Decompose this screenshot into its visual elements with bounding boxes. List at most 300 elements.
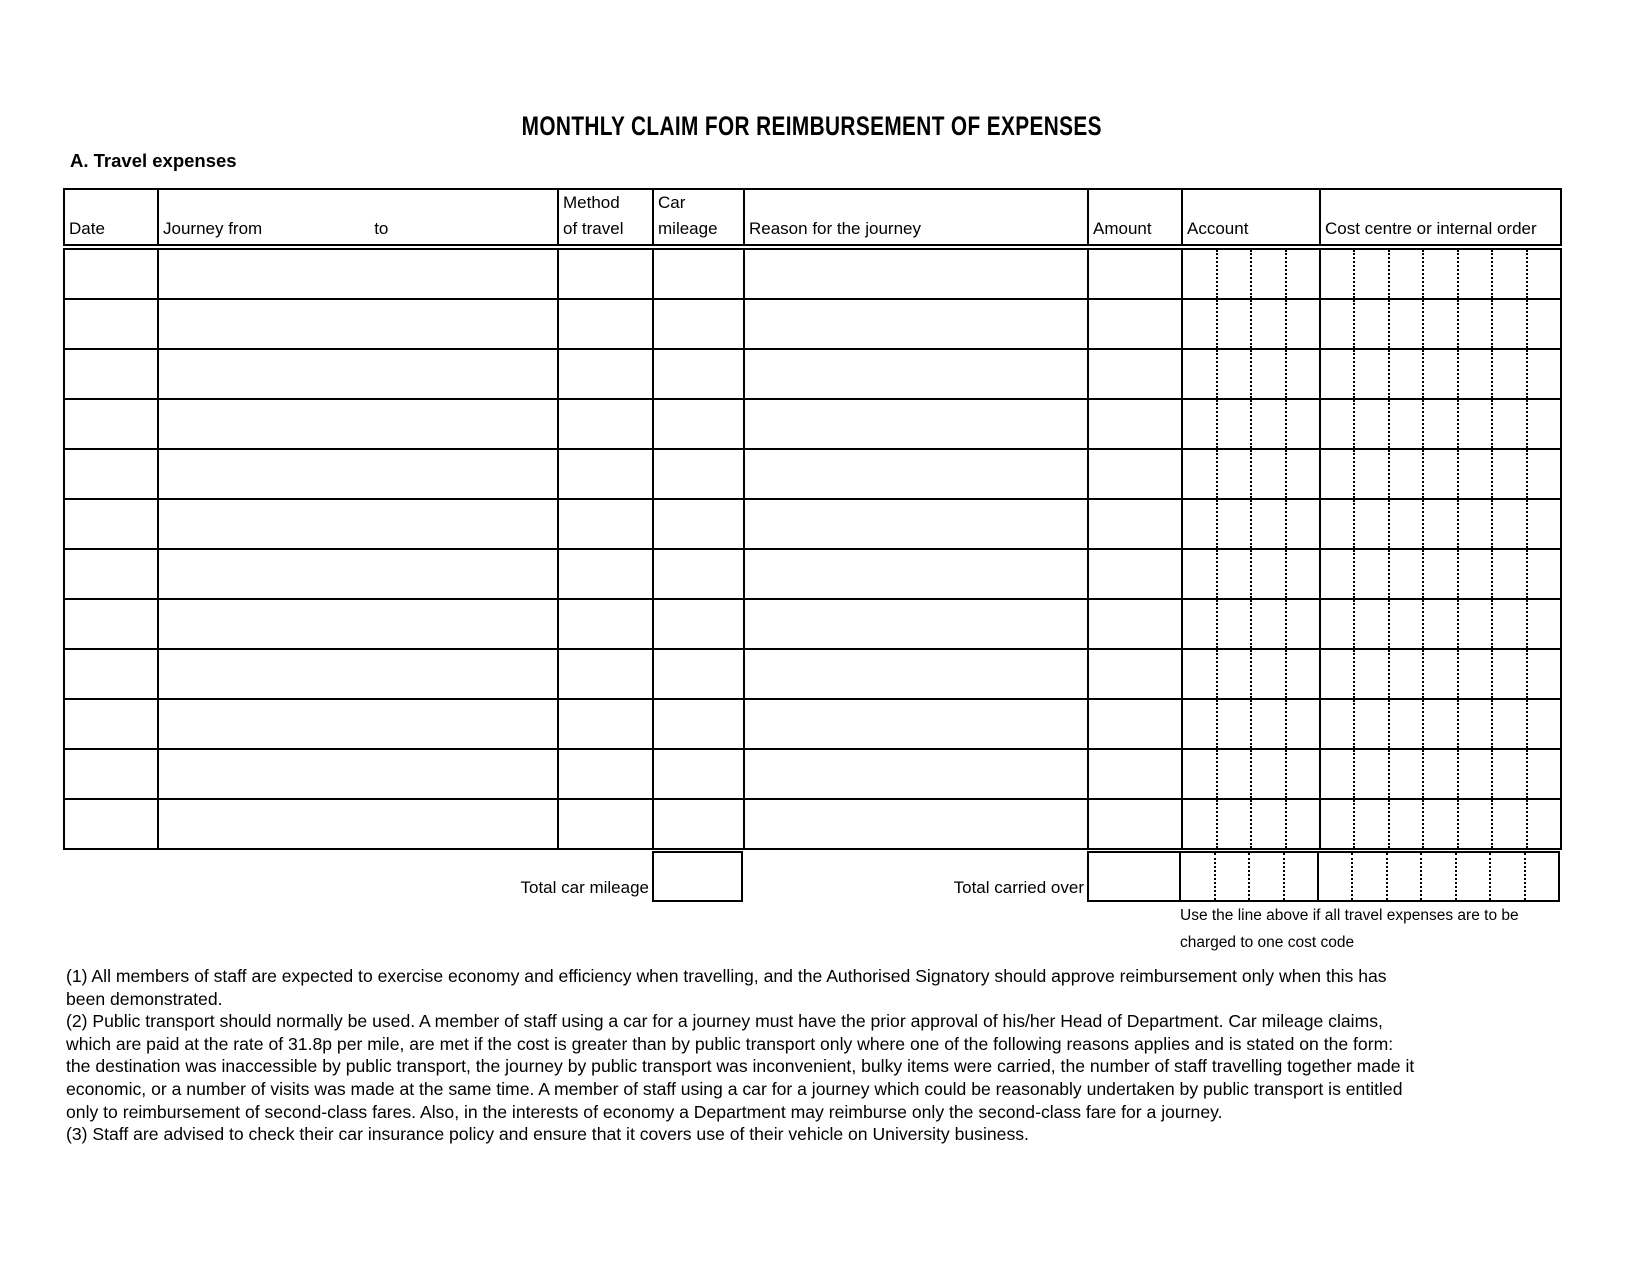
digit-subcell[interactable]: [1285, 800, 1320, 848]
table-row: [64, 699, 1561, 749]
table-row: [64, 799, 1561, 849]
digit-subcell[interactable]: [1526, 800, 1560, 848]
total-carried-over-label: Total carried over: [953, 878, 1084, 897]
cell-cost-centre[interactable]: [1320, 549, 1561, 599]
digit-subcell[interactable]: [1422, 700, 1456, 748]
cell-car-mileage[interactable]: [653, 649, 744, 699]
digit-subcell[interactable]: [1250, 550, 1285, 598]
digit-subcell[interactable]: [1285, 250, 1320, 298]
cell-reason[interactable]: [744, 699, 1088, 749]
cell-account[interactable]: [1182, 649, 1320, 699]
table-row: [64, 649, 1561, 699]
digit-subcell[interactable]: [1457, 450, 1491, 498]
digit-subcell[interactable]: [1216, 300, 1251, 348]
cell-cost-centre[interactable]: [1320, 299, 1561, 349]
digit-subcell[interactable]: [1353, 550, 1387, 598]
cell-journey[interactable]: [158, 499, 558, 549]
cell-car-mileage[interactable]: [653, 247, 744, 299]
digit-subcell[interactable]: [1248, 853, 1283, 900]
digit-subcell[interactable]: [1183, 400, 1216, 448]
digit-subcell[interactable]: [1457, 300, 1491, 348]
digit-subcell[interactable]: [1491, 550, 1525, 598]
digit-subcell[interactable]: [1353, 750, 1387, 798]
digit-subcell[interactable]: [1250, 500, 1285, 548]
digit-subcell[interactable]: [1250, 250, 1285, 298]
cell-amount[interactable]: [1088, 349, 1182, 399]
digit-subcell[interactable]: [1457, 250, 1491, 298]
digit-subcell[interactable]: [1181, 853, 1214, 900]
col-header-journey: [158, 189, 558, 247]
digit-subcell[interactable]: [1422, 300, 1456, 348]
digit-subcell[interactable]: [1526, 650, 1560, 698]
digit-subcell-group: [1321, 400, 1560, 448]
digit-subcell-group: [1183, 350, 1319, 398]
digit-subcell[interactable]: [1321, 500, 1353, 548]
cell-amount[interactable]: [1088, 799, 1182, 849]
digit-subcell[interactable]: [1422, 450, 1456, 498]
col-header-car-mileage: Car mileage: [653, 189, 744, 247]
digit-subcell[interactable]: [1283, 853, 1318, 900]
digit-subcell-group: [1319, 853, 1558, 900]
digit-subcell[interactable]: [1353, 400, 1387, 448]
cell-method-of-travel[interactable]: [558, 549, 653, 599]
footer-note-line: been demonstrated.: [66, 988, 223, 1009]
digit-subcell[interactable]: [1422, 800, 1456, 848]
digit-subcell[interactable]: [1457, 800, 1491, 848]
cell-date[interactable]: [64, 599, 158, 649]
digit-subcell[interactable]: [1216, 650, 1251, 698]
digit-subcell[interactable]: [1321, 600, 1353, 648]
digit-subcell-group: [1321, 600, 1560, 648]
digit-subcell[interactable]: [1216, 350, 1251, 398]
digit-subcell-group: [1181, 853, 1317, 900]
cell-method-of-travel[interactable]: [558, 749, 653, 799]
cell-car-mileage[interactable]: [653, 749, 744, 799]
digit-subcell[interactable]: [1491, 500, 1525, 548]
cell-date[interactable]: [64, 247, 158, 299]
digit-subcell[interactable]: [1250, 700, 1285, 748]
table-row: [64, 349, 1561, 399]
digit-subcell[interactable]: [1285, 750, 1320, 798]
digit-subcell[interactable]: [1321, 700, 1353, 748]
digit-subcell-group: [1321, 500, 1560, 548]
cell-reason[interactable]: [744, 799, 1088, 849]
cell-account[interactable]: [1182, 449, 1320, 499]
digit-subcell[interactable]: [1491, 250, 1525, 298]
cell-journey[interactable]: [158, 349, 558, 399]
cell-reason[interactable]: [744, 399, 1088, 449]
cell-method-of-travel[interactable]: [558, 449, 653, 499]
digit-subcell[interactable]: [1457, 750, 1491, 798]
cell-reason[interactable]: [744, 449, 1088, 499]
digit-subcell-group: [1321, 750, 1560, 798]
digit-subcell[interactable]: [1183, 700, 1216, 748]
digit-subcell[interactable]: [1388, 500, 1422, 548]
cell-account[interactable]: [1182, 399, 1320, 449]
cell-date[interactable]: [64, 699, 158, 749]
cell-reason[interactable]: [744, 649, 1088, 699]
col-header-journey-to: to: [374, 219, 389, 238]
digit-subcell[interactable]: [1388, 750, 1422, 798]
digit-subcell[interactable]: [1214, 853, 1249, 900]
digit-subcell[interactable]: [1250, 650, 1285, 698]
cell-reason[interactable]: [744, 349, 1088, 399]
digit-subcell[interactable]: [1457, 350, 1491, 398]
totals-cost-centre-box[interactable]: [1319, 851, 1560, 902]
cell-car-mileage[interactable]: [653, 799, 744, 849]
digit-subcell-group: [1321, 700, 1560, 748]
digit-subcell[interactable]: [1457, 700, 1491, 748]
digit-subcell-group: [1321, 250, 1560, 298]
digit-subcell[interactable]: [1351, 853, 1385, 900]
digit-subcell-group: [1321, 300, 1560, 348]
digit-subcell-group: [1183, 400, 1319, 448]
digit-subcell[interactable]: [1388, 600, 1422, 648]
digit-subcell[interactable]: [1285, 700, 1320, 748]
cell-account[interactable]: [1182, 499, 1320, 549]
cell-method-of-travel[interactable]: [558, 499, 653, 549]
cell-date[interactable]: [64, 549, 158, 599]
digit-subcell[interactable]: [1353, 350, 1387, 398]
digit-subcell[interactable]: [1250, 750, 1285, 798]
note-line: charged to one cost code: [1180, 934, 1355, 951]
digit-subcell[interactable]: [1353, 300, 1387, 348]
cell-cost-centre[interactable]: [1320, 599, 1561, 649]
cell-car-mileage[interactable]: [653, 399, 744, 449]
table-row: [64, 247, 1561, 299]
digit-subcell[interactable]: [1388, 350, 1422, 398]
digit-subcell-group: [1183, 300, 1319, 348]
digit-subcell[interactable]: [1183, 500, 1216, 548]
digit-subcell-group: [1321, 550, 1560, 598]
digit-subcell[interactable]: [1455, 853, 1489, 900]
digit-subcell[interactable]: [1285, 650, 1320, 698]
cell-date[interactable]: [64, 799, 158, 849]
footer-note-line: (3) Staff are advised to check their car insurance policy and ensure that it covers use of their vehicle on University business.: [66, 1124, 1029, 1145]
digit-subcell[interactable]: [1321, 400, 1353, 448]
cell-amount[interactable]: [1088, 247, 1182, 299]
digit-subcell[interactable]: [1216, 600, 1251, 648]
digit-subcell[interactable]: [1457, 650, 1491, 698]
cell-amount[interactable]: [1088, 499, 1182, 549]
digit-subcell[interactable]: [1420, 853, 1454, 900]
digit-subcell[interactable]: [1321, 650, 1353, 698]
travel-expenses-table: [63, 188, 1562, 850]
cell-journey[interactable]: [158, 549, 558, 599]
digit-subcell[interactable]: [1183, 750, 1216, 798]
cell-journey[interactable]: [158, 299, 558, 349]
cell-account[interactable]: [1182, 699, 1320, 749]
digit-subcell[interactable]: [1526, 600, 1560, 648]
col-header-journey-from: Journey from: [163, 219, 263, 238]
digit-subcell[interactable]: [1491, 400, 1525, 448]
col-header-account: Account: [1182, 189, 1320, 247]
digit-subcell-group: [1321, 800, 1560, 848]
digit-subcell[interactable]: [1491, 650, 1525, 698]
digit-subcell-group: [1183, 500, 1319, 548]
digit-subcell[interactable]: [1319, 853, 1351, 900]
digit-subcell-group: [1321, 450, 1560, 498]
digit-subcell[interactable]: [1457, 550, 1491, 598]
cell-car-mileage[interactable]: [653, 599, 744, 649]
digit-subcell[interactable]: [1491, 700, 1525, 748]
digit-subcell[interactable]: [1321, 300, 1353, 348]
digit-subcell[interactable]: [1422, 750, 1456, 798]
digit-subcell[interactable]: [1250, 350, 1285, 398]
cell-method-of-travel[interactable]: [558, 399, 653, 449]
digit-subcell[interactable]: [1321, 450, 1353, 498]
cell-cost-centre[interactable]: [1320, 449, 1561, 499]
digit-subcell[interactable]: [1285, 300, 1320, 348]
total-car-mileage-label: Total car mileage: [520, 878, 649, 897]
cell-account[interactable]: [1182, 247, 1320, 299]
digit-subcell[interactable]: [1353, 450, 1387, 498]
cell-amount[interactable]: [1088, 399, 1182, 449]
digit-subcell[interactable]: [1526, 300, 1560, 348]
cell-car-mileage[interactable]: [653, 349, 744, 399]
footer-note-line: economic, or a number of visits was made at the same time. A member of staff using a car for a journey which could be reasonably undertaken by public transport is entitled: [66, 1078, 1403, 1099]
digit-subcell[interactable]: [1216, 700, 1251, 748]
digit-subcell[interactable]: [1388, 300, 1422, 348]
digit-subcell[interactable]: [1388, 250, 1422, 298]
digit-subcell[interactable]: [1422, 650, 1456, 698]
digit-subcell[interactable]: [1457, 600, 1491, 648]
footer-note-line: (2) Public transport should normally be used. A member of staff using a car for a journey must have the prior approval of his/her Head of Department. Car mileage claims,: [66, 1011, 1383, 1032]
digit-subcell[interactable]: [1388, 550, 1422, 598]
digit-subcell[interactable]: [1216, 450, 1251, 498]
digit-subcell[interactable]: [1353, 600, 1387, 648]
cell-cost-centre[interactable]: [1320, 649, 1561, 699]
cell-journey[interactable]: [158, 599, 558, 649]
digit-subcell[interactable]: [1285, 550, 1320, 598]
digit-subcell[interactable]: [1353, 700, 1387, 748]
col-header-reason: Reason for the journey: [744, 189, 1088, 247]
cell-car-mileage[interactable]: [653, 549, 744, 599]
cell-cost-centre[interactable]: [1320, 399, 1561, 449]
digit-subcell[interactable]: [1321, 800, 1353, 848]
col-header-amount: Amount: [1088, 189, 1182, 247]
footer-note-line: the destination was inaccessible by public transport, the journey by public transport was inconvenient, bulky items were carried, the number of staff travelling together made it: [66, 1056, 1415, 1077]
digit-subcell[interactable]: [1526, 350, 1560, 398]
cell-reason[interactable]: [744, 599, 1088, 649]
digit-subcell[interactable]: [1526, 550, 1560, 598]
cell-cost-centre[interactable]: [1320, 247, 1561, 299]
digit-subcell[interactable]: [1216, 400, 1251, 448]
digit-subcell[interactable]: [1250, 400, 1285, 448]
cell-cost-centre[interactable]: [1320, 749, 1561, 799]
digit-subcell[interactable]: [1216, 550, 1251, 598]
digit-subcell[interactable]: [1526, 500, 1560, 548]
cell-method-of-travel[interactable]: [558, 699, 653, 749]
cell-amount[interactable]: [1088, 749, 1182, 799]
footer-note-line: (1) All members of staff are expected to exercise economy and efficiency when travelling, and the Authorised Signatory should approve reimbursement only when this has: [66, 966, 1387, 986]
digit-subcell[interactable]: [1321, 750, 1353, 798]
digit-subcell[interactable]: [1388, 700, 1422, 748]
digit-subcell[interactable]: [1285, 350, 1320, 398]
total-car-mileage-box[interactable]: [652, 851, 743, 902]
cell-journey[interactable]: [158, 749, 558, 799]
cell-amount[interactable]: [1088, 649, 1182, 699]
cell-date[interactable]: [64, 349, 158, 399]
cell-date[interactable]: [64, 299, 158, 349]
footer-note-line: only to reimbursement of second-class fares. Also, in the interests of economy a Department may reimburse only the second-class fare for a journey.: [66, 1101, 1223, 1122]
digit-subcell[interactable]: [1183, 450, 1216, 498]
note-line: Use the line above if all travel expenses are to be: [1180, 907, 1519, 924]
digit-subcell[interactable]: [1321, 350, 1353, 398]
digit-subcell[interactable]: [1353, 800, 1387, 848]
cell-journey[interactable]: [158, 449, 558, 499]
table-row: [64, 549, 1561, 599]
cell-account[interactable]: [1182, 599, 1320, 649]
cell-method-of-travel[interactable]: [558, 649, 653, 699]
digit-subcell[interactable]: [1422, 400, 1456, 448]
section-heading: A. Travel expenses: [70, 150, 237, 171]
table-header-row: [64, 189, 1561, 247]
cell-car-mileage[interactable]: [653, 299, 744, 349]
cell-cost-centre[interactable]: [1320, 699, 1561, 749]
cell-car-mileage[interactable]: [653, 499, 744, 549]
cell-method-of-travel[interactable]: [558, 299, 653, 349]
digit-subcell[interactable]: [1491, 600, 1525, 648]
digit-subcell[interactable]: [1285, 500, 1320, 548]
digit-subcell[interactable]: [1526, 750, 1560, 798]
digit-subcell[interactable]: [1285, 450, 1320, 498]
digit-subcell-group: [1183, 250, 1319, 298]
digit-subcell[interactable]: [1457, 500, 1491, 548]
digit-subcell[interactable]: [1216, 750, 1251, 798]
digit-subcell[interactable]: [1183, 300, 1216, 348]
cell-reason[interactable]: [744, 247, 1088, 299]
totals-account-box[interactable]: [1181, 851, 1319, 902]
cell-cost-centre[interactable]: [1320, 349, 1561, 399]
cell-amount[interactable]: [1088, 599, 1182, 649]
digit-subcell[interactable]: [1491, 800, 1525, 848]
digit-subcell[interactable]: [1353, 500, 1387, 548]
digit-subcell[interactable]: [1422, 250, 1456, 298]
cell-date[interactable]: [64, 399, 158, 449]
digit-subcell[interactable]: [1422, 550, 1456, 598]
cell-journey[interactable]: [158, 799, 558, 849]
digit-subcell[interactable]: [1250, 600, 1285, 648]
cell-date[interactable]: [64, 749, 158, 799]
digit-subcell[interactable]: [1524, 853, 1558, 900]
cell-cost-centre[interactable]: [1320, 499, 1561, 549]
col-header-method-of-travel: Method of travel: [558, 189, 653, 247]
cell-account[interactable]: [1182, 799, 1320, 849]
cell-reason[interactable]: [744, 549, 1088, 599]
cell-amount[interactable]: [1088, 299, 1182, 349]
digit-subcell[interactable]: [1183, 250, 1216, 298]
digit-subcell[interactable]: [1250, 450, 1285, 498]
digit-subcell[interactable]: [1386, 853, 1420, 900]
col-header-cost-centre: Cost centre or internal order: [1320, 189, 1561, 247]
digit-subcell-group: [1183, 700, 1319, 748]
digit-subcell[interactable]: [1321, 550, 1353, 598]
cell-account[interactable]: [1182, 549, 1320, 599]
digit-subcell[interactable]: [1526, 250, 1560, 298]
digit-subcell[interactable]: [1422, 600, 1456, 648]
col-header-date: Date: [64, 189, 158, 247]
cell-account[interactable]: [1182, 749, 1320, 799]
digit-subcell-group: [1183, 600, 1319, 648]
table-row: [64, 499, 1561, 549]
digit-subcell[interactable]: [1183, 800, 1216, 848]
digit-subcell[interactable]: [1422, 500, 1456, 548]
cell-method-of-travel[interactable]: [558, 799, 653, 849]
totals-row: [63, 851, 1560, 902]
cell-method-of-travel[interactable]: [558, 599, 653, 649]
digit-subcell[interactable]: [1388, 650, 1422, 698]
digit-subcell[interactable]: [1526, 700, 1560, 748]
table-row: [64, 599, 1561, 649]
cell-car-mileage[interactable]: [653, 699, 744, 749]
digit-subcell[interactable]: [1489, 853, 1523, 900]
cell-journey[interactable]: [158, 399, 558, 449]
digit-subcell[interactable]: [1321, 250, 1353, 298]
footer-notes: [66, 965, 1414, 1146]
digit-subcell[interactable]: [1250, 800, 1285, 848]
digit-subcell[interactable]: [1491, 300, 1525, 348]
cell-reason[interactable]: [744, 749, 1088, 799]
cell-account[interactable]: [1182, 299, 1320, 349]
digit-subcell[interactable]: [1526, 450, 1560, 498]
cell-journey[interactable]: [158, 649, 558, 699]
cell-account[interactable]: [1182, 349, 1320, 399]
digit-subcell-group: [1183, 650, 1319, 698]
digit-subcell[interactable]: [1285, 400, 1320, 448]
cell-method-of-travel[interactable]: [558, 349, 653, 399]
digit-subcell[interactable]: [1285, 600, 1320, 648]
digit-subcell[interactable]: [1250, 300, 1285, 348]
digit-subcell[interactable]: [1183, 600, 1216, 648]
digit-subcell[interactable]: [1457, 400, 1491, 448]
digit-subcell[interactable]: [1183, 350, 1216, 398]
cell-car-mileage[interactable]: [653, 449, 744, 499]
digit-subcell[interactable]: [1183, 550, 1216, 598]
digit-subcell[interactable]: [1353, 250, 1387, 298]
digit-subcell[interactable]: [1491, 350, 1525, 398]
total-carried-over-box[interactable]: [1087, 851, 1181, 902]
digit-subcell[interactable]: [1491, 450, 1525, 498]
digit-subcell[interactable]: [1388, 800, 1422, 848]
cell-amount[interactable]: [1088, 699, 1182, 749]
digit-subcell-group: [1183, 550, 1319, 598]
cell-reason[interactable]: [744, 299, 1088, 349]
cell-method-of-travel[interactable]: [558, 247, 653, 299]
table-row: [64, 449, 1561, 499]
cell-amount[interactable]: [1088, 549, 1182, 599]
digit-subcell[interactable]: [1216, 500, 1251, 548]
cell-amount[interactable]: [1088, 449, 1182, 499]
cell-journey[interactable]: [158, 247, 558, 299]
cell-cost-centre[interactable]: [1320, 799, 1561, 849]
digit-subcell[interactable]: [1216, 800, 1251, 848]
digit-subcell[interactable]: [1526, 400, 1560, 448]
digit-subcell[interactable]: [1388, 400, 1422, 448]
cell-date[interactable]: [64, 649, 158, 699]
cell-date[interactable]: [64, 499, 158, 549]
cell-journey[interactable]: [158, 699, 558, 749]
digit-subcell[interactable]: [1353, 650, 1387, 698]
digit-subcell[interactable]: [1422, 350, 1456, 398]
cell-reason[interactable]: [744, 499, 1088, 549]
digit-subcell[interactable]: [1388, 450, 1422, 498]
cell-date[interactable]: [64, 449, 158, 499]
table-row: [64, 749, 1561, 799]
digit-subcell[interactable]: [1183, 650, 1216, 698]
digit-subcell[interactable]: [1216, 250, 1251, 298]
digit-subcell[interactable]: [1491, 750, 1525, 798]
